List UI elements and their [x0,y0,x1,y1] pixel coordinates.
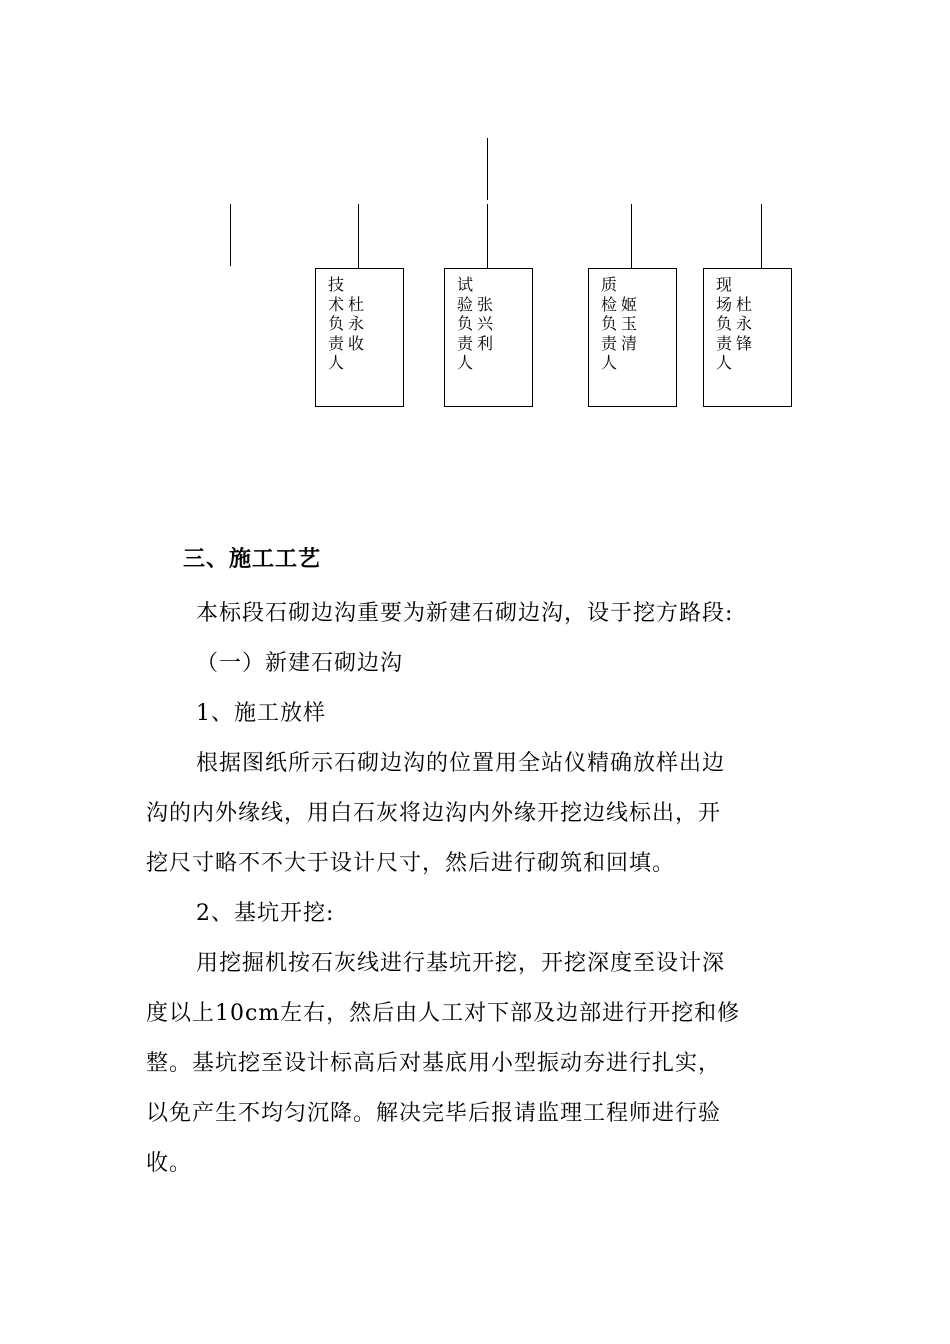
org-box-person: 张 兴 利 [477,294,494,353]
org-box-testing [444,268,533,407]
connector-line-box-1 [358,204,359,268]
step-title: 2、基坑开挖: [196,901,335,926]
paragraph-line: 以免产生不均匀沉降。解决完毕后报请监理工程师进行验 [146,1101,722,1126]
paragraph-line: 用挖掘机按石灰线进行基坑开挖，开挖深度至设计深 [196,951,726,976]
org-box-role: 现 场 负 责 人 [716,275,733,372]
paragraph-line: 挖尺寸略不不大于设计尺寸，然后进行砌筑和回填。 [146,851,676,876]
section-heading: 三、施工工艺 [183,546,322,572]
org-box-site [703,268,792,407]
org-box-person: 姬 玉 清 [621,294,638,353]
connector-line-top [487,138,488,200]
org-box-person: 杜 永 锋 [736,294,753,353]
paragraph-line: 整。基坑挖至设计标高后对基底用小型振动夯进行扎实， [146,1051,722,1076]
paragraph-line: 度以上10cm左右，然后由人工对下部及边部进行开挖和修 [146,1001,741,1026]
paragraph-line: 本标段石砌边沟重要为新建石砌边沟，设于挖方路段: [196,601,734,626]
org-box-quality [588,268,677,407]
step-title: 1、施工放样 [196,701,326,726]
paragraph-line: 收。 [146,1151,193,1176]
connector-line-box-3 [631,204,632,268]
subsection-title: （一）新建石砌边沟 [196,651,404,676]
org-box-role: 质 检 负 责 人 [601,275,618,372]
paragraph-line: 根据图纸所示石砌边沟的位置用全站仪精确放样出边 [196,751,726,776]
org-box-technical [315,268,404,407]
paragraph-line: 沟的内外缘线，用白石灰将边沟内外缘开挖边线标出，开 [146,801,722,826]
org-box-person: 杜 永 收 [348,294,365,353]
connector-line-left [230,204,231,266]
org-box-role: 试 验 负 责 人 [457,275,474,372]
org-box-role: 技 术 负 责 人 [328,275,345,372]
connector-line-box-2 [487,204,488,268]
connector-line-box-4 [761,204,762,268]
